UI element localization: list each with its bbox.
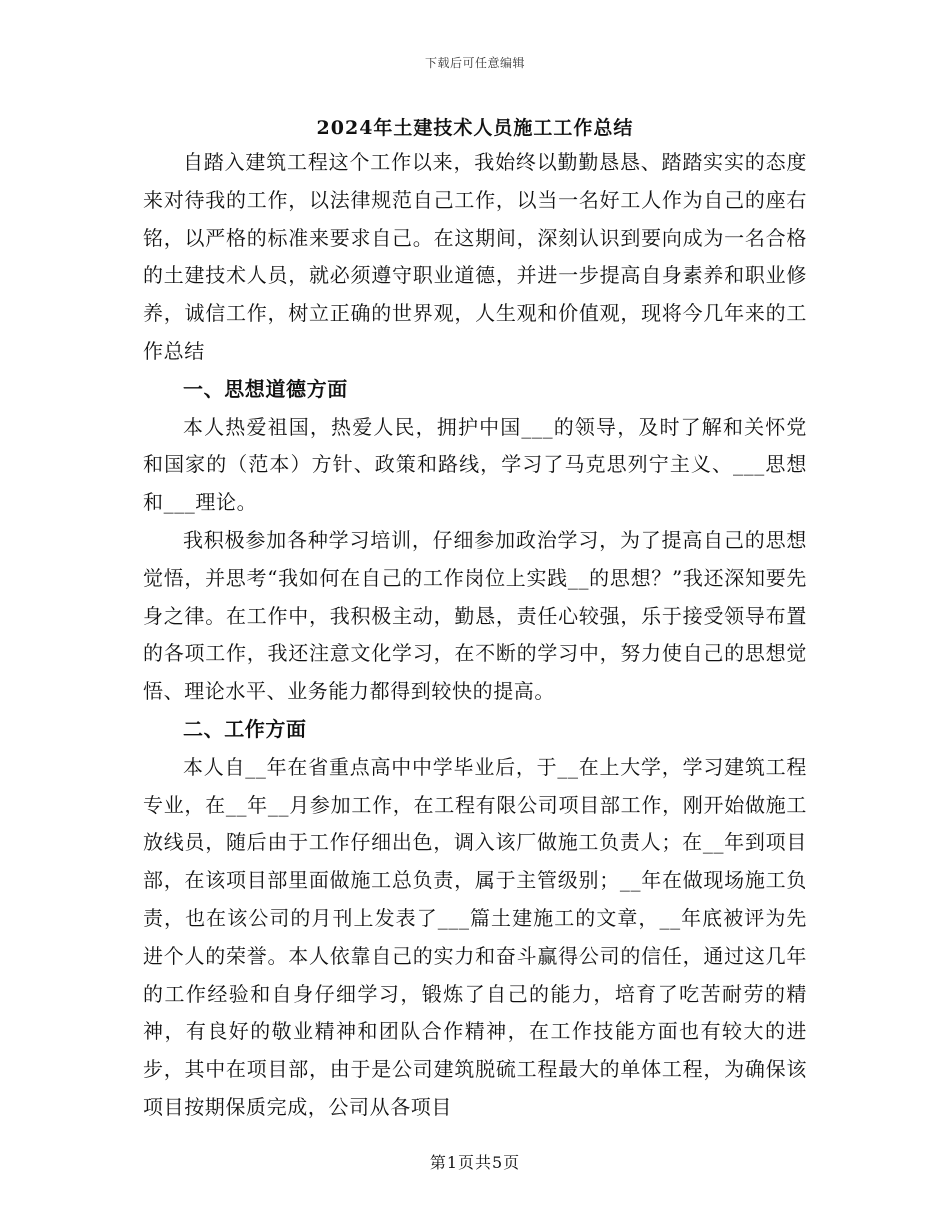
section-heading-ideology: 一、思想道德方面 bbox=[183, 376, 348, 401]
header-note: 下载后可任意编辑 bbox=[424, 56, 525, 70]
ideology-paragraph-1: 本人热爱祖国，热爱人民，拥护中国___的领导，及时了解和关怀党和国家的（范本）方针、政策和路线，学习了马克思列宁主义、___思想和___理论。 bbox=[143, 414, 807, 515]
section-heading-work: 二、工作方面 bbox=[183, 716, 307, 741]
work-paragraph-1: 本人自__年在省重点高中中学毕业后，于__在上大学，学习建筑工程专业，在__年__月参加工作，在工程有限公司项目部工作，刚开始做施工放线员，随后由于工作仔细出色，调入该厂做施工负责人；在__年到项目部，在该项目部里面做施工总负责，属于主管级别；__年在做现场施工负责，也在该公司的月刊上发表了___篇土建施工的文章，__年底被评为先进个人的荣誉。本人依靠自己的实力和奋斗赢得公司的信任，通过这几年的工作经验和自身仔细学习，锻炼了自己的能力，培育了吃苦耐劳的精神，有良好的敬业精神和团队合作精神，在工作技能方面也有较大的进步，其中在项目部，由于是公司建筑脱硫工程最大的单体工程，为确保该项目按期保质完成，公司从各项目 bbox=[143, 754, 807, 1119]
intro-paragraph: 自踏入建筑工程这个工作以来，我始终以勤勤恳恳、踏踏实实的态度来对待我的工作，以法律规范自己工作，以当一名好工人作为自己的座右铭，以严格的标准来要求自己。在这期间，深刻认识到要向成为一名合格的土建技术人员，就必须遵守职业道德，并进一步提高自身素养和职业修养，诚信工作，树立正确的世界观，人生观和价值观，现将今几年来的工作总结 bbox=[143, 150, 807, 363]
page-indicator: 第1页共5页 bbox=[429, 1153, 521, 1172]
document-body bbox=[143, 112, 807, 1127]
document-title: 2024年土建技术人员施工工作总结 bbox=[316, 117, 634, 139]
ideology-paragraph-2: 我积极参加各种学习培训，仔细参加政治学习，为了提高自己的思想觉悟，并思考“我如何在自己的工作岗位上实践__的思想？”我还深知要先身之律。在工作中，我积极主动，勤恳，责任心较强，乐于接受领导布置的各项工作，我还注意文化学习，在不断的学习中，努力使自己的思想觉悟、理论水平、业务能力都得到较快的提高。 bbox=[143, 527, 807, 704]
